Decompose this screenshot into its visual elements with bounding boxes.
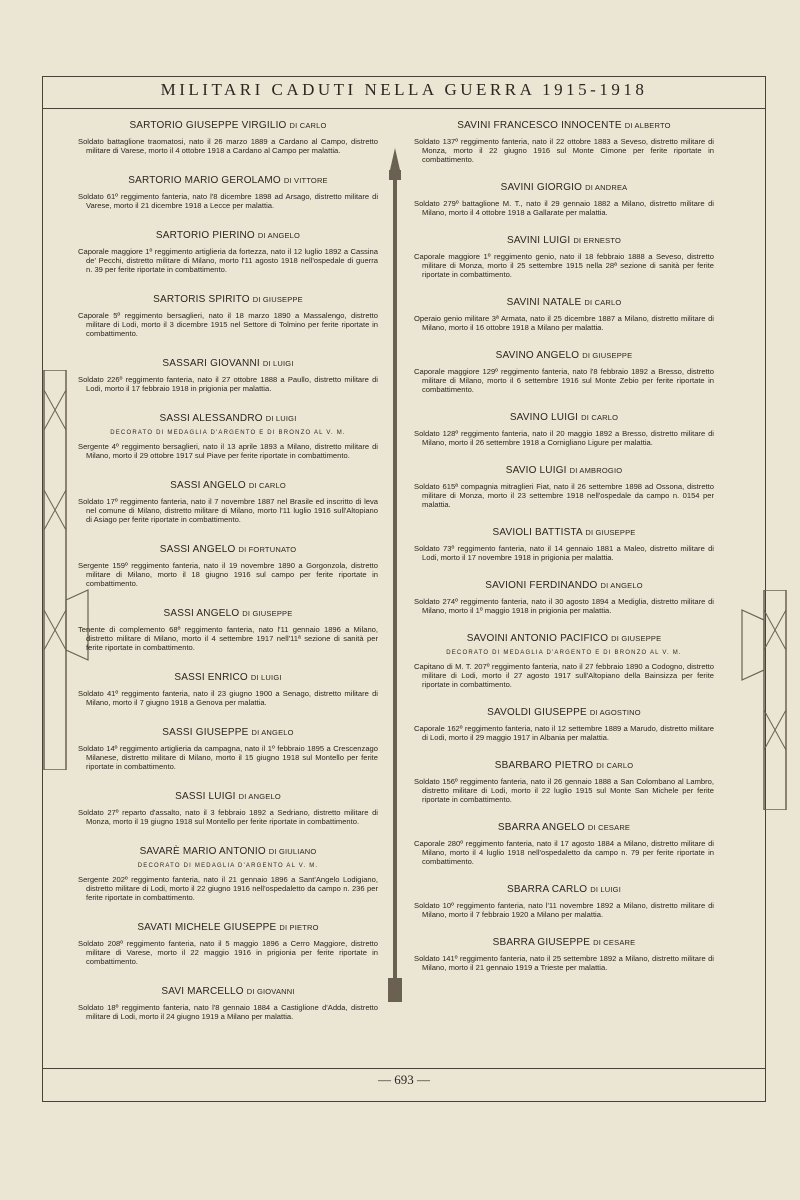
record-name: SAVIOLI BATTISTA	[492, 527, 583, 538]
record-name-line	[78, 120, 378, 131]
record-entry	[414, 120, 714, 164]
record-name-line	[414, 707, 714, 718]
record-entry	[414, 707, 714, 742]
record-entry	[78, 544, 378, 588]
record-entry	[414, 884, 714, 919]
record-name: SAVARÈ MARIO ANTONIO	[139, 846, 266, 857]
record-name: SAVI MARCELLO	[161, 986, 244, 997]
record-text: Operaio genio militare 3ª Armata, nato il 25 dicembre 1887 a Milano, distretto militare di Milano, morto il 16 ottobre 1918 a Milano per malattia.	[414, 314, 714, 332]
record-father: DI AMBROGIO	[569, 466, 623, 475]
header-divider	[42, 108, 766, 109]
record-name-line	[78, 608, 378, 619]
record-entry	[414, 412, 714, 447]
record-father: DI CARLO	[584, 298, 622, 307]
record-name-line	[78, 358, 378, 369]
record-entry	[414, 822, 714, 866]
record-father: DI LUIGI	[265, 414, 297, 423]
record-name: SASSI ANGELO	[170, 480, 246, 491]
record-father: DI GIUSEPPE	[585, 528, 636, 537]
record-father: DI LUIGI	[250, 673, 282, 682]
record-name-line	[414, 297, 714, 308]
record-text: Tenente di complemento 68º reggimento fanteria, nato l'11 gennaio 1896 a Milano, distretto militare di Milano, morto il 4 settembre 1917 nell'11ª sezione di sanità per ferite riportate in combattimento.	[78, 625, 378, 652]
record-father: DI PIETRO	[279, 923, 319, 932]
record-entry	[414, 465, 714, 509]
record-text: Soldato battaglione traomatosi, nato il 26 marzo 1889 a Cardano al Campo, distretto militare di Varese, morto il 4 ottobre 1918 a Cardano al Campo per malattia.	[78, 137, 378, 155]
record-father: DI GIUSEPPE	[582, 351, 633, 360]
record-name: SAVOINI ANTONIO PACIFICO	[466, 633, 609, 644]
record-entry	[414, 350, 714, 394]
record-entry	[78, 413, 378, 460]
record-father: DI ANGELO	[251, 728, 294, 737]
right-column	[414, 120, 714, 1055]
flagpole-ornament-icon	[388, 148, 402, 1008]
record-entry	[78, 608, 378, 652]
record-entry	[414, 937, 714, 972]
record-name-line	[78, 791, 378, 802]
record-father: DI GIUSEPPE	[252, 295, 303, 304]
record-name-line	[414, 527, 714, 538]
record-entry	[78, 358, 378, 393]
record-text: Caporale maggiore 1º reggimento genio, nato il 18 febbraio 1888 a Seveso, distretto militare di Monza, morto il 25 settembre 1915 nella 28ª sezione di sanità per ferite riportate in combattimento.	[414, 252, 714, 279]
record-entry	[78, 672, 378, 707]
record-name: SAVINO ANGELO	[495, 350, 580, 361]
record-father: DI GIUSEPPE	[611, 634, 662, 643]
fasces-ornament-right-icon	[740, 590, 800, 810]
record-name-line	[414, 760, 714, 771]
record-name: SAVINI GIORGIO	[500, 182, 583, 193]
record-entry	[78, 791, 378, 826]
record-father: DI CARLO	[596, 761, 634, 770]
record-text: Soldato 274º reggimento fanteria, nato il 30 agosto 1894 a Mediglia, distretto militare di Milano, morto il 1º maggio 1918 in prigionia per malattia.	[414, 597, 714, 615]
record-text: Sergente 202º reggimento fanteria, nato il 21 gennaio 1896 a Sant'Angelo Lodigiano, distretto militare di Lodi, morto il 22 giugno 1916 nell'ospedaletto da campo n. 236 per ferite riportate in combattimento.	[78, 875, 378, 902]
record-entry	[78, 922, 378, 966]
record-text: Soldato 141º reggimento fanteria, nato il 25 settembre 1892 a Milano, distretto militare di Milano, morto il 21 gennaio 1919 a Trieste per malattia.	[414, 954, 714, 972]
record-father: DI LUIGI	[590, 885, 621, 894]
record-name: SARTORIS SPIRITO	[153, 294, 250, 305]
record-name-line	[414, 235, 714, 246]
record-name-line	[78, 727, 378, 738]
record-text: Soldato 279º battaglione M. T., nato il 29 gennaio 1882 a Milano, distretto militare di Milano, morto il 4 ottobre 1918 a Gallarate per malattia.	[414, 199, 714, 217]
record-name: SBARRA ANGELO	[497, 822, 585, 833]
record-name-line	[78, 480, 378, 491]
record-name: SASSI LUIGI	[175, 791, 236, 802]
record-text: Caporale 5º reggimento bersaglieri, nato il 18 marzo 1890 a Massalengo, distretto militare di Lodi, morto il 3 dicembre 1915 nel Settore di Tolmino per ferite riportate in combattimento.	[78, 311, 378, 338]
record-text: Soldato 18º reggimento fanteria, nato l'8 gennaio 1884 a Castiglione d'Adda, distretto militare di Lodi, morto il 24 giugno 1919 a Milano per malattia.	[78, 1003, 378, 1021]
record-father: DI GIULIANO	[268, 847, 317, 856]
record-name: SAVINO LUIGI	[509, 412, 579, 423]
record-father: DI GIOVANNI	[246, 987, 295, 996]
record-entry	[78, 846, 378, 902]
record-name-line	[78, 413, 378, 424]
record-entry	[78, 294, 378, 338]
record-text: Caporale 162º reggimento fanteria, nato il 12 settembre 1889 a Marudo, distretto militare di Lodi, morto il 29 maggio 1917 in Albania per malattia.	[414, 724, 714, 742]
record-name-line	[414, 465, 714, 476]
record-name: SBARBARO PIETRO	[494, 760, 594, 771]
record-text: Soldato 27º reparto d'assalto, nato il 3 febbraio 1892 a Sedriano, distretto militare di Monza, morto il 19 giugno 1918 sul Montello per ferite riportate in combattimento.	[78, 808, 378, 826]
record-father: DI ERNESTO	[573, 236, 622, 245]
record-entry	[414, 235, 714, 279]
record-name: SAVINI FRANCESCO INNOCENTE	[457, 120, 622, 131]
record-name-line	[414, 633, 714, 644]
record-name-line	[414, 120, 714, 131]
record-father: DI CARLO	[581, 413, 619, 422]
record-text: Soldato 615ª compagnia mitraglieri Fiat, nato il 26 settembre 1898 ad Ossona, distretto militare di Monza, morto il 23 settembre 1918 nell'ospedale da campo n. 0154 per malattia.	[414, 482, 714, 509]
record-name-line	[78, 986, 378, 997]
record-name: SAVIONI FERDINANDO	[485, 580, 598, 591]
record-entry	[78, 480, 378, 524]
record-father: DI CESARE	[587, 823, 631, 832]
record-text: Capitano di M. T. 207º reggimento fanteria, nato il 27 febbraio 1890 a Codogno, distretto militare di Lodi, morto il 27 agosto 1917 sull'Altopiano della Bainsizza per ferite riportate in combattimento.	[414, 662, 714, 689]
record-name: SBARRA CARLO	[507, 884, 588, 895]
record-father: DI AGOSTINO	[589, 708, 641, 717]
record-entry	[414, 633, 714, 689]
record-text: Caporale maggiore 1º reggimento artiglieria da fortezza, nato il 12 luglio 1892 a Cassina de' Pecchi, distretto militare di Milano, morto l'11 agosto 1918 nell'ospedale di guerra n. 39 per ferite riportate in combattimento.	[78, 247, 378, 274]
record-name: SASSI ANGELO	[159, 544, 236, 555]
record-text: Soldato 73º reggimento fanteria, nato il 14 gennaio 1881 a Maleo, distretto militare di Lodi, morto il 17 novembre 1918 in prigionia per malattia.	[414, 544, 714, 562]
record-text: Soldato 41º reggimento fanteria, nato il 23 giugno 1900 a Senago, distretto militare di Milano, morto il 7 giugno 1918 a Genova per malattia.	[78, 689, 378, 707]
record-father: DI CESARE	[593, 938, 636, 947]
record-decoration: DECORATO DI MEDAGLIA D'ARGENTO E DI BRONZO AL V. M.	[446, 650, 682, 656]
record-father: DI GIUSEPPE	[242, 609, 293, 618]
record-entry	[78, 727, 378, 771]
record-name: SBARRA GIUSEPPE	[492, 937, 591, 948]
record-name-line	[78, 672, 378, 683]
record-text: Soldato 156º reggimento fanteria, nato il 26 gennaio 1888 a San Colombano al Lambro, distretto militare di Lodi, morto il 22 luglio 1915 sul Monte San Michele per ferite riportate in combattimento.	[414, 777, 714, 804]
record-name: SAVIO LUIGI	[505, 465, 567, 476]
record-name: SARTORIO GIUSEPPE VIRGILIO	[129, 120, 287, 131]
record-text: Soldato 137º reggimento fanteria, nato il 22 ottobre 1883 a Seveso, distretto militare di Monza, morto il 22 giugno 1916 sul Monte Cimone per ferite riportate in combattimento.	[414, 137, 714, 164]
record-name: SASSI GIUSEPPE	[162, 727, 249, 738]
record-name-line	[78, 846, 378, 857]
record-father: DI ALBERTO	[624, 121, 671, 130]
record-entry	[414, 760, 714, 804]
record-name-line	[414, 884, 714, 895]
record-name: SASSI ANGELO	[163, 608, 240, 619]
record-text: Caporale maggiore 129º reggimento fanteria, nato l'8 febbraio 1892 a Bresso, distretto militare di Milano, morto il 6 settembre 1916 sul Monte Zebio per ferite riportate in combattimento.	[414, 367, 714, 394]
record-decoration: DECORATO DI MEDAGLIA D'ARGENTO AL V. M.	[137, 863, 319, 869]
record-name: SASSARI GIOVANNI	[162, 358, 260, 369]
record-name-line	[414, 182, 714, 193]
record-entry	[414, 182, 714, 217]
record-entry	[414, 527, 714, 562]
record-name: SAVINI NATALE	[506, 297, 582, 308]
record-name: SASSI ENRICO	[174, 672, 248, 683]
left-column	[78, 120, 378, 1055]
record-name: SASSI ALESSANDRO	[159, 413, 263, 424]
record-father: DI ANDREA	[585, 183, 628, 192]
record-father: DI FORTUNATO	[238, 545, 297, 554]
record-text: Soldato 226º reggimento fanteria, nato il 27 ottobre 1888 a Paullo, distretto militare di Lodi, morto il 17 febbraio 1918 in prigionia per malattia.	[78, 375, 378, 393]
record-name-line	[414, 580, 714, 591]
page-number: — 693 —	[378, 1072, 430, 1087]
record-text: Sergente 159º reggimento fanteria, nato il 19 novembre 1890 a Gorgonzola, distretto militare di Milano, morto il 18 giugno 1916 sul campo per ferite riportate in combattimento.	[78, 561, 378, 588]
record-father: DI VITTORE	[283, 176, 328, 185]
record-entry	[414, 580, 714, 615]
record-father: DI ANGELO	[600, 581, 643, 590]
record-text: Soldato 61º reggimento fanteria, nato l'8 dicembre 1898 ad Arsago, distretto militare di Varese, morto il 21 dicembre 1918 a Lecce per malattia.	[78, 192, 378, 210]
record-father: DI LUIGI	[262, 359, 294, 368]
record-name-line	[78, 175, 378, 186]
record-entry	[78, 986, 378, 1021]
record-name-line	[78, 230, 378, 241]
record-entry	[78, 175, 378, 210]
record-father: DI ANGELO	[238, 792, 281, 801]
record-text: Soldato 208º reggimento fanteria, nato il 5 maggio 1896 a Cerro Maggiore, distretto militare di Varese, morto il 22 maggio 1916 in prigionia per ferite riportate in combattimento.	[78, 939, 378, 966]
record-name: SARTORIO PIERINO	[155, 230, 255, 241]
record-father: DI CARLO	[289, 121, 327, 130]
record-father: DI ANGELO	[257, 231, 301, 240]
record-entry	[414, 297, 714, 332]
record-name: SARTORIO MARIO GEROLAMO	[128, 175, 281, 186]
record-name-line	[414, 822, 714, 833]
record-entry	[78, 230, 378, 274]
record-name-line	[78, 294, 378, 305]
record-name-line	[78, 922, 378, 933]
record-name: SAVATI MICHELE GIUSEPPE	[137, 922, 277, 933]
record-decoration: DECORATO DI MEDAGLIA D'ARGENTO E DI BRONZO AL V. M.	[110, 430, 346, 436]
record-name-line	[414, 350, 714, 361]
record-name: SAVINI LUIGI	[506, 235, 571, 246]
record-text: Soldato 10º reggimento fanteria, nato l'11 novembre 1892 a Milano, distretto militare di Milano, morto il 7 febbraio 1920 a Milano per malattia.	[414, 901, 714, 919]
record-text: Sergente 4º reggimento bersaglieri, nato il 13 aprile 1893 a Milano, distretto militare di Milano, morto il 29 ottobre 1917 sul Piave per ferite riportate in combattimento.	[78, 442, 378, 460]
record-name-line	[414, 412, 714, 423]
record-father: DI CARLO	[248, 481, 286, 490]
record-name-line	[414, 937, 714, 948]
record-text: Soldato 14º reggimento artiglieria da campagna, nato il 1º febbraio 1895 a Crescenzago Milanese, distretto militare di Milano, morto il 15 giugno 1918 sul Montello per ferite riportate in combattimento.	[78, 744, 378, 771]
record-entry	[78, 120, 378, 155]
record-name-line	[78, 544, 378, 555]
footer-divider	[42, 1068, 766, 1069]
page-title: MILITARI CADUTI NELLA GUERRA 1915-1918	[160, 80, 648, 99]
record-text: Soldato 17º reggimento fanteria, nato il 7 novembre 1887 nel Brasile ed inscritto di leva nel comune di Milano, distretto militare di Milano, morto l'11 luglio 1916 sull'Altopiano di Asiago per ferite riportate in combattimento.	[78, 497, 378, 524]
record-name: SAVOLDI GIUSEPPE	[487, 707, 587, 718]
record-text: Caporale 280º reggimento fanteria, nato il 17 agosto 1884 a Milano, distretto militare di Milano, morto il 4 luglio 1918 nell'ospedaletto da campo n. 79 per ferite riportate in combattimento.	[414, 839, 714, 866]
record-text: Soldato 128º reggimento fanteria, nato il 20 maggio 1892 a Bresso, distretto militare di Milano, morto il 26 settembre 1918 a Cornigliano Ligure per malattia.	[414, 429, 714, 447]
